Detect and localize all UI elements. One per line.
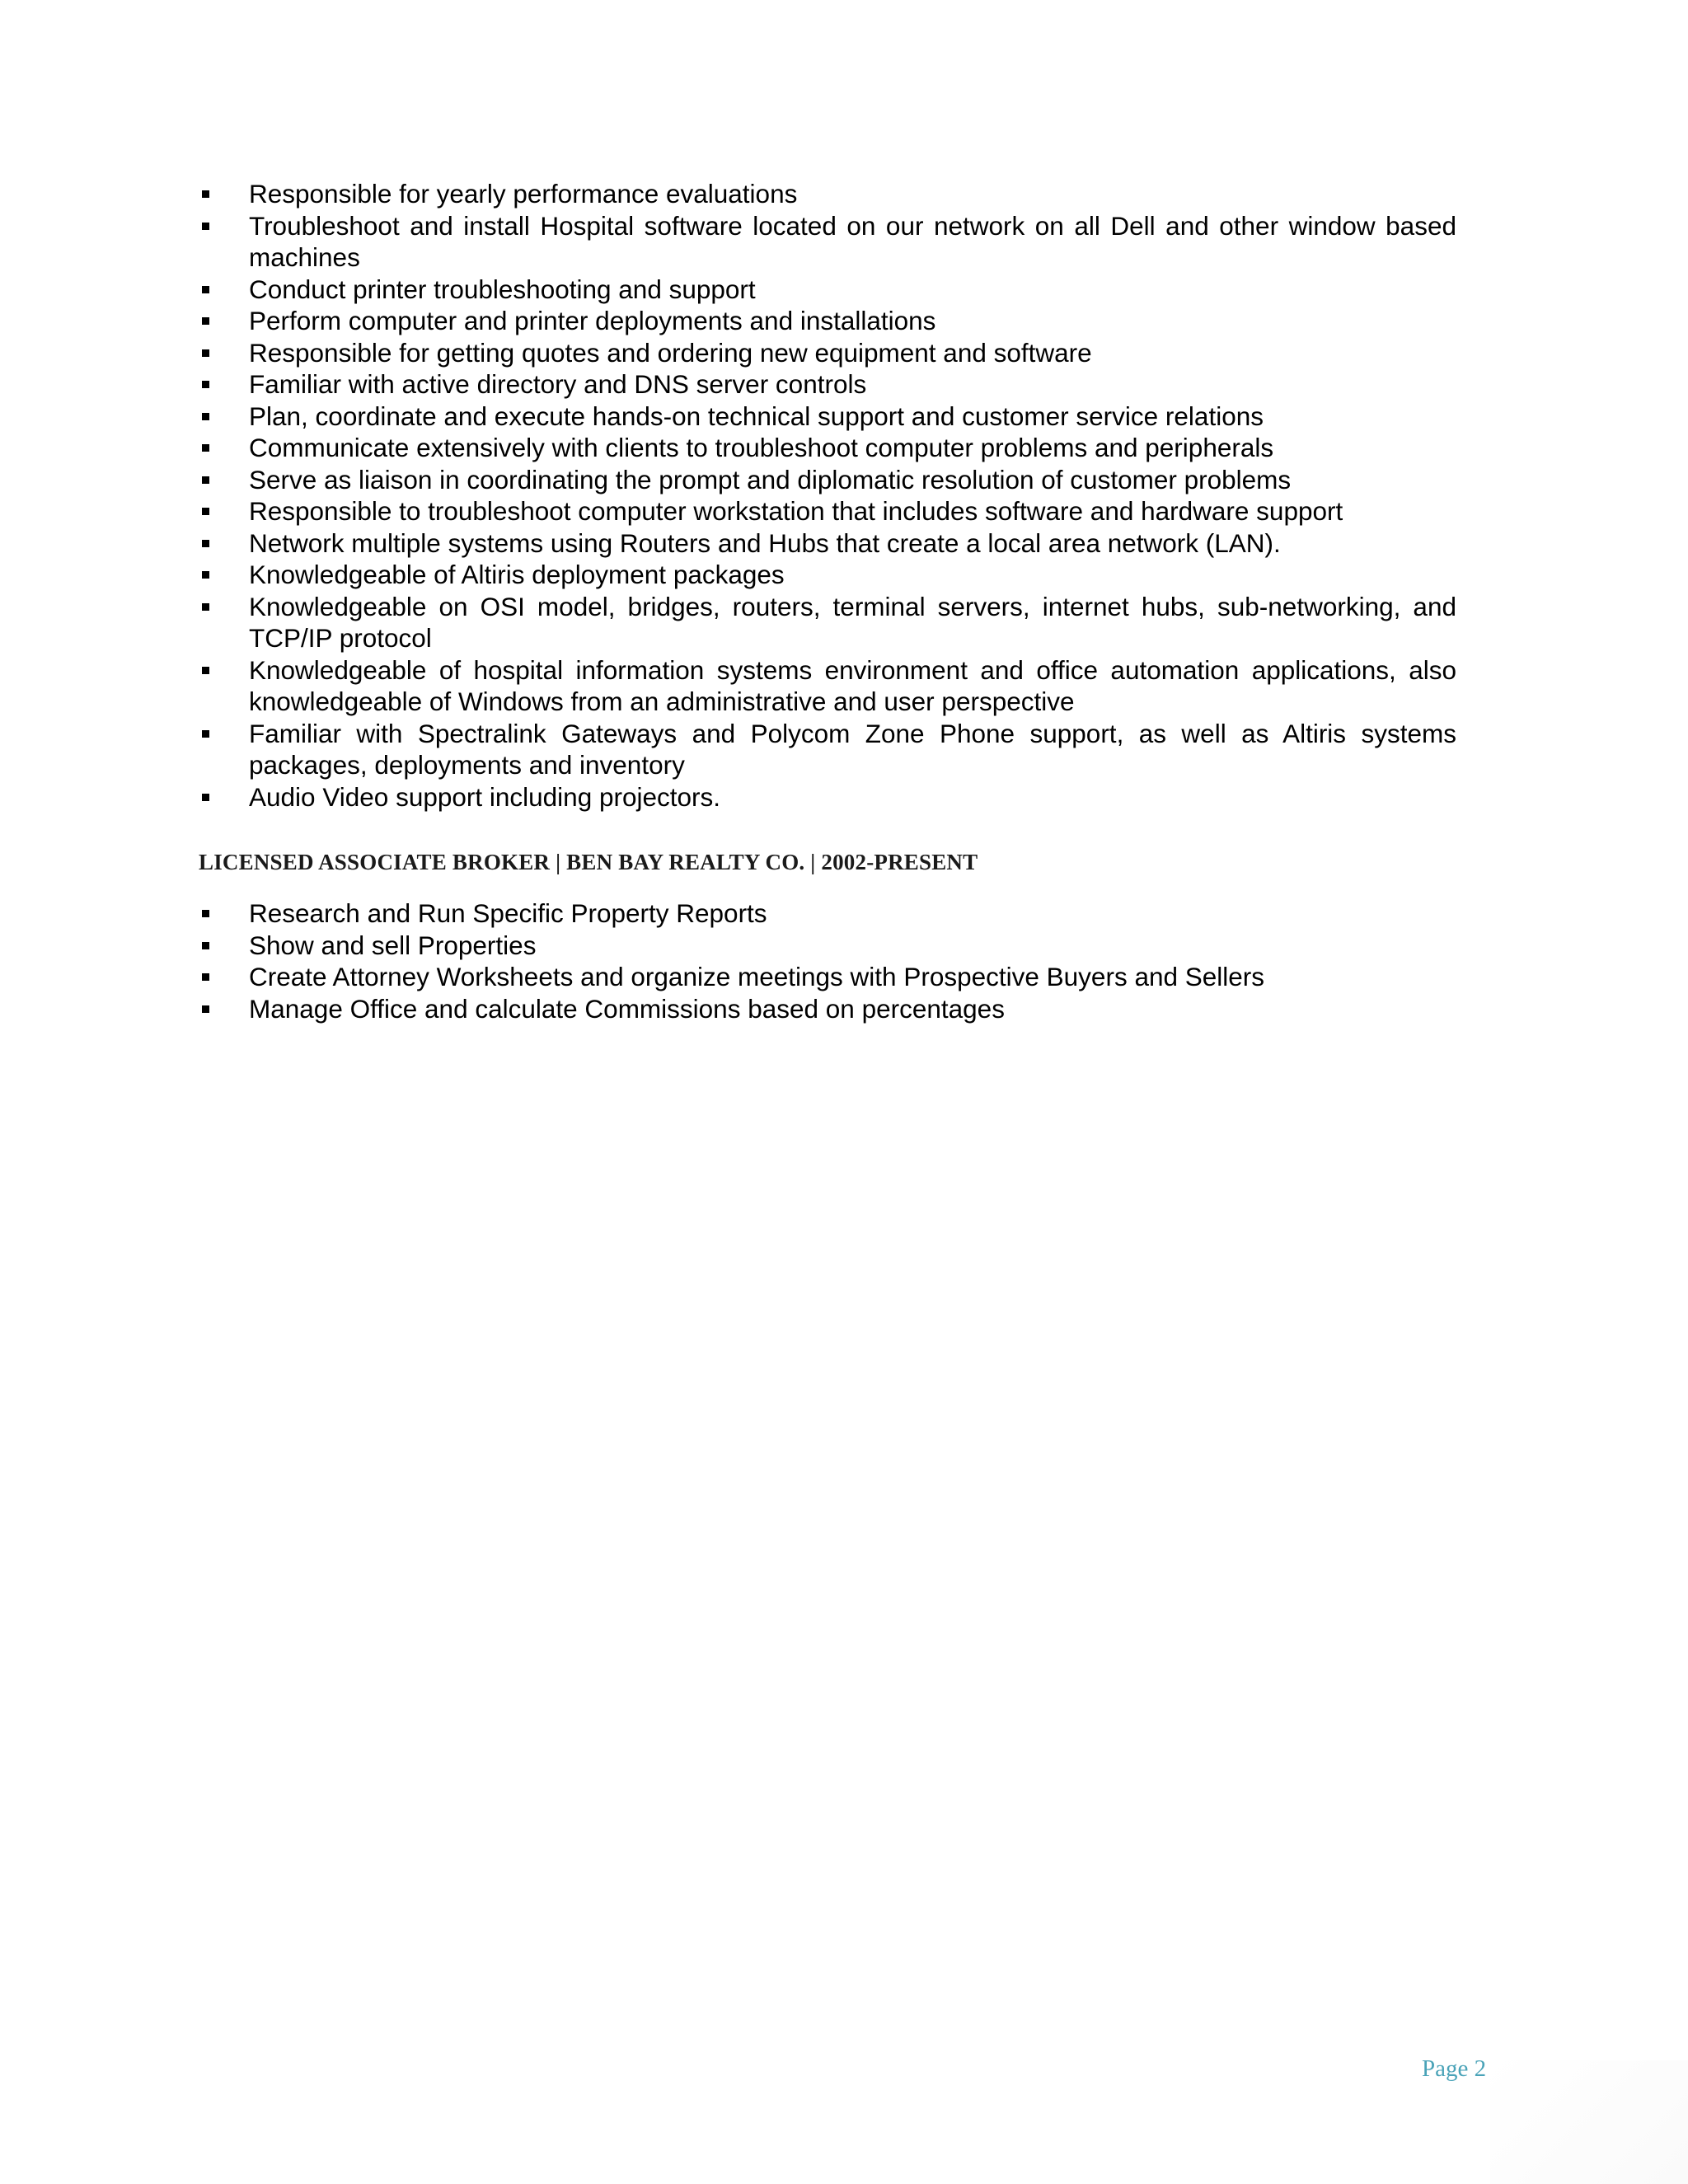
square-bullet-icon — [202, 476, 209, 484]
list-item — [195, 559, 1456, 591]
section-heading: LICENSED ASSOCIATE BROKER | BEN BAY REALTY CO. | 2002-PRESENT — [199, 850, 978, 874]
square-bullet-icon — [202, 730, 209, 738]
list-item-text: Plan, coordinate and execute hands-on technical support and customer service relations — [249, 401, 1264, 431]
duties-list — [195, 178, 1456, 813]
square-bullet-icon — [202, 942, 209, 949]
list-item-text: Communicate extensively with clients to troubleshoot computer problems and peripherals — [249, 433, 1274, 462]
square-bullet-icon — [202, 667, 209, 674]
list-item-text: Manage Office and calculate Commissions based on percentages — [249, 993, 1005, 1024]
list-item-text: Knowledgeable of hospital information systems environment and office automation applications, also knowledgeable of Windows from an administrative and user perspective — [249, 654, 1456, 716]
list-item-text: Network multiple systems using Routers and Hubs that create a local area network (LAN). — [249, 527, 1281, 558]
square-bullet-icon — [202, 794, 209, 801]
list-item — [195, 178, 1456, 210]
list-item — [195, 898, 1456, 930]
list-item-text: Responsible to troubleshoot computer workstation that includes software and hardware support — [249, 496, 1343, 526]
square-bullet-icon — [202, 190, 209, 198]
list-item-text: Knowledgeable of Altiris deployment packages — [249, 560, 785, 589]
list-item — [195, 993, 1456, 1025]
square-bullet-icon — [202, 223, 209, 230]
square-bullet-icon — [202, 973, 209, 981]
square-bullet-icon — [202, 349, 209, 357]
square-bullet-icon — [202, 603, 209, 611]
broker-duties-list — [195, 898, 1456, 1024]
page-number: Page 2 — [1422, 2055, 1487, 2082]
list-item — [195, 305, 1456, 337]
square-bullet-icon — [202, 1005, 209, 1013]
list-item — [195, 464, 1456, 496]
list-item-text: Create Attorney Worksheets and organize meetings with Prospective Buyers and Sellers — [249, 962, 1265, 991]
list-item — [195, 368, 1456, 401]
square-bullet-icon — [202, 286, 209, 293]
list-item — [195, 930, 1456, 962]
list-item-text: Perform computer and printer deployments and installations — [249, 306, 936, 335]
list-item-text: Troubleshoot and install Hospital software located on our network on all Dell and other window based machines — [249, 210, 1456, 272]
list-item-text: Responsible for yearly performance evaluations — [249, 179, 798, 209]
list-item — [195, 591, 1456, 654]
list-item-text: Audio Video support including projectors. — [249, 781, 721, 812]
list-item-text: Familiar with active directory and DNS server controls — [249, 369, 867, 399]
list-item-text: Serve as liaison in coordinating the prompt and diplomatic resolution of customer problems — [249, 464, 1292, 494]
list-item — [195, 495, 1456, 527]
list-item — [195, 210, 1456, 274]
list-item-text: Conduct printer troubleshooting and support — [249, 274, 756, 304]
list-item-text: Research and Run Specific Property Reports — [249, 898, 767, 928]
list-item-text: Show and sell Properties — [249, 930, 537, 960]
list-item — [195, 274, 1456, 306]
square-bullet-icon — [202, 571, 209, 579]
list-item — [195, 527, 1456, 560]
square-bullet-icon — [202, 444, 209, 452]
list-item — [195, 401, 1456, 433]
page-corner-shade — [1490, 2060, 1688, 2184]
list-item — [195, 432, 1456, 464]
square-bullet-icon — [202, 381, 209, 388]
list-item — [195, 718, 1456, 781]
square-bullet-icon — [202, 508, 209, 515]
list-item-text: Familiar with Spectralink Gateways and Polycom Zone Phone support, as well as Altiris systems packages, deployments and inventory — [249, 718, 1456, 780]
list-item — [195, 781, 1456, 813]
list-item — [195, 654, 1456, 718]
list-item-text: Knowledgeable on OSI model, bridges, routers, terminal servers, internet hubs, sub-networking, and TCP/IP protocol — [249, 591, 1456, 653]
square-bullet-icon — [202, 413, 209, 420]
square-bullet-icon — [202, 317, 209, 325]
list-item — [195, 961, 1456, 993]
square-bullet-icon — [202, 540, 209, 547]
list-item — [195, 337, 1456, 369]
list-item-text: Responsible for getting quotes and ordering new equipment and software — [249, 337, 1092, 368]
square-bullet-icon — [202, 910, 209, 917]
